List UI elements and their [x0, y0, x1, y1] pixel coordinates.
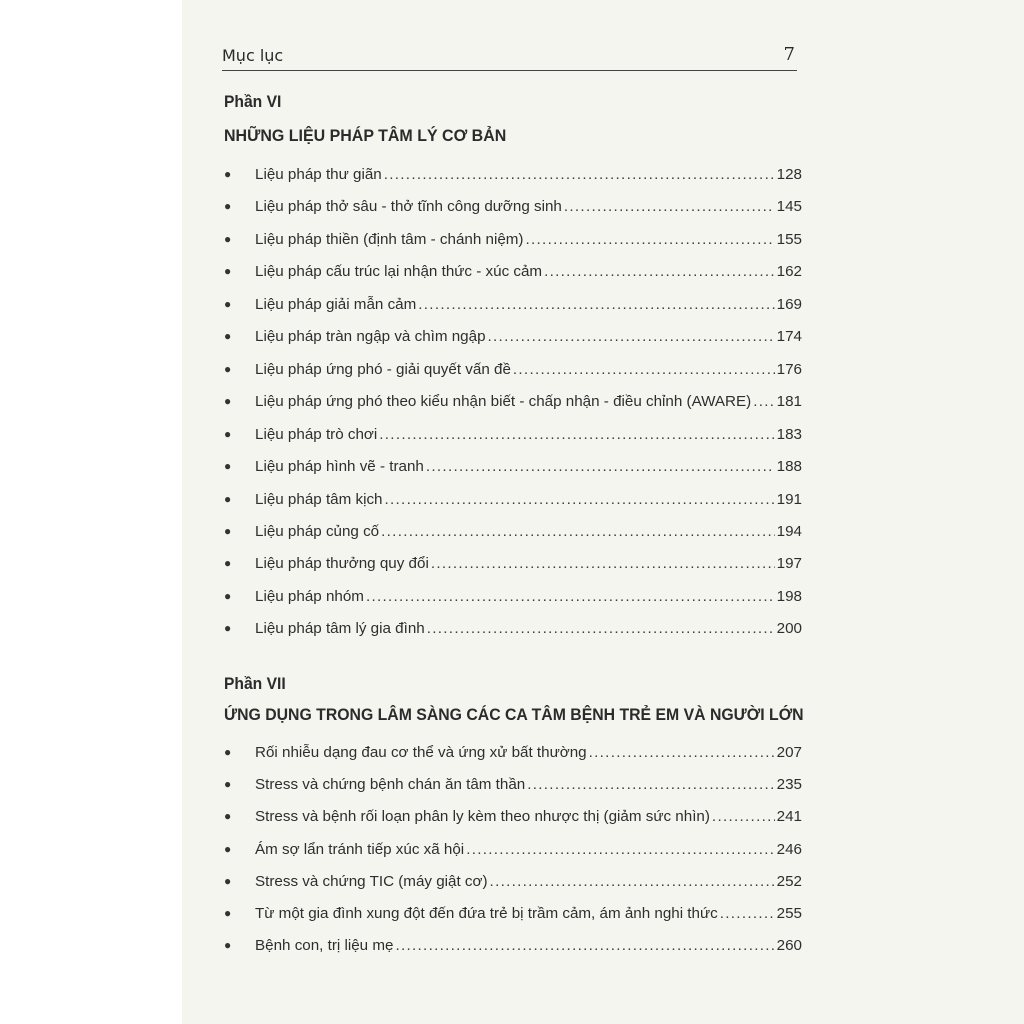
page-number: 7 [783, 44, 795, 65]
toc-entry [224, 361, 802, 383]
toc-entry-page: 188 [776, 458, 802, 475]
toc-entry-label: Liệu pháp cấu trúc lại nhận thức - xúc cảm [255, 263, 543, 280]
bullet-icon: ● [224, 938, 232, 952]
toc-entry [224, 198, 802, 220]
section-title-vii: ỨNG DỤNG TRONG LÂM SÀNG CÁC CA TÂM BỆNH TRẺ EM VÀ NGƯỜI LỚN [224, 705, 804, 724]
toc-entry-label: Liệu pháp tâm lý gia đình [255, 620, 425, 637]
toc-entry-page: 191 [776, 491, 802, 508]
dot-leader [564, 198, 775, 215]
section-label-vi: Phần VI [224, 92, 282, 111]
toc-entry-page: 246 [776, 841, 802, 858]
toc-entry [224, 231, 802, 253]
dot-leader [753, 393, 774, 410]
bullet-icon: ● [224, 524, 232, 538]
dot-leader [385, 491, 775, 508]
bullet-icon: ● [224, 777, 232, 791]
toc-entry-label: Liệu pháp nhóm [255, 588, 364, 605]
toc-entry [224, 166, 802, 188]
toc-entry [224, 426, 802, 448]
dot-leader [712, 808, 775, 825]
toc-entry-label: Ám sợ lẩn tránh tiếp xúc xã hội [255, 841, 465, 858]
toc-entry [224, 937, 802, 959]
toc-entry-page: 194 [776, 523, 802, 540]
toc-entry [224, 841, 802, 863]
toc-entry-label: Liệu pháp tràn ngập và chìm ngập [255, 328, 486, 345]
toc-entry [224, 458, 802, 480]
dot-leader [427, 620, 775, 637]
dot-leader [513, 361, 775, 378]
dot-leader [384, 166, 775, 183]
toc-entry-page: 241 [776, 808, 802, 825]
dot-leader [525, 231, 774, 248]
toc-entry-label: Liệu pháp hình vẽ - tranh [255, 458, 424, 475]
bullet-icon: ● [224, 329, 232, 343]
bullet-icon: ● [224, 492, 232, 506]
bullet-icon: ● [224, 167, 232, 181]
dot-leader [381, 523, 775, 540]
toc-entry-label: Liệu pháp thiền (định tâm - chánh niệm) [255, 231, 524, 248]
toc-entry-page: 176 [776, 361, 802, 378]
toc-entry-label: Liệu pháp giải mẫn cảm [255, 296, 417, 313]
toc-entry-page: 200 [776, 620, 802, 637]
toc-entry-label: Liệu pháp thở sâu - thở tĩnh công dưỡng sinh [255, 198, 562, 215]
bullet-icon: ● [224, 427, 232, 441]
dot-leader [431, 555, 775, 572]
toc-entry [224, 873, 802, 895]
bullet-icon: ● [224, 745, 232, 759]
toc-entry-page: 128 [776, 166, 802, 183]
dot-leader [466, 841, 774, 858]
toc-entry-label: Liệu pháp thư giãn [255, 166, 382, 183]
toc-entry [224, 263, 802, 285]
toc-entry [224, 588, 802, 610]
dot-leader [426, 458, 775, 475]
bullet-icon: ● [224, 459, 232, 473]
toc-entry [224, 393, 802, 415]
bullet-icon: ● [224, 297, 232, 311]
bullet-icon: ● [224, 362, 232, 376]
dot-leader [544, 263, 775, 280]
toc-entry-label: Liệu pháp ứng phó - giải quyết vấn đề [255, 361, 511, 378]
page-header [222, 44, 797, 71]
toc-entry [224, 808, 802, 830]
toc-entry-page: 235 [776, 776, 802, 793]
bullet-icon: ● [224, 906, 232, 920]
bullet-icon: ● [224, 809, 232, 823]
toc-entry [224, 555, 802, 577]
toc-entry [224, 328, 802, 350]
toc-entry-label: Liệu pháp củng cố [255, 523, 380, 540]
toc-entry-page: 198 [776, 588, 802, 605]
toc-entry-page: 207 [776, 744, 802, 761]
toc-entry [224, 491, 802, 513]
toc-entry-page: 197 [776, 555, 802, 572]
bullet-icon: ● [224, 874, 232, 888]
toc-entry-label: Bệnh con, trị liệu mẹ [255, 937, 394, 954]
toc-entry-page: 162 [776, 263, 802, 280]
dot-leader [720, 905, 775, 922]
dot-leader [395, 937, 774, 954]
toc-entry-label: Liệu pháp trò chơi [255, 426, 378, 443]
toc-entry-page: 183 [776, 426, 802, 443]
dot-leader [488, 328, 775, 345]
toc-entry [224, 776, 802, 798]
toc-entry [224, 905, 802, 927]
toc-entry-page: 145 [776, 198, 802, 215]
bullet-icon: ● [224, 199, 232, 213]
bullet-icon: ● [224, 232, 232, 246]
section-label-vii: Phần VII [224, 674, 286, 693]
toc-entry-page: 174 [776, 328, 802, 345]
toc-entry-page: 181 [776, 393, 802, 410]
toc-entry-label: Stress và bệnh rối loạn phân ly kèm theo nhược thị (giảm sức nhìn) [255, 808, 710, 825]
toc-entry [224, 296, 802, 318]
toc-entry-page: 155 [776, 231, 802, 248]
toc-entry-page: 255 [776, 905, 802, 922]
toc-entry-label: Stress và chứng bệnh chán ăn tâm thần [255, 776, 526, 793]
toc-entry-label: Stress và chứng TIC (máy giật cơ) [255, 873, 488, 890]
bullet-icon: ● [224, 394, 232, 408]
dot-leader [527, 776, 774, 793]
bullet-icon: ● [224, 556, 232, 570]
toc-entry [224, 523, 802, 545]
dot-leader [490, 873, 775, 890]
toc-entry-page: 169 [776, 296, 802, 313]
toc-entry [224, 620, 802, 642]
dot-leader [366, 588, 775, 605]
bullet-icon: ● [224, 621, 232, 635]
bullet-icon: ● [224, 842, 232, 856]
toc-entry-label: Từ một gia đình xung đột đến đứa trẻ bị trầm cảm, ám ảnh nghi thức [255, 905, 718, 922]
dot-leader [418, 296, 774, 313]
bullet-icon: ● [224, 589, 232, 603]
dot-leader [379, 426, 774, 443]
toc-entry-label: Liệu pháp ứng phó theo kiểu nhận biết - chấp nhận - điều chỉnh (AWARE) [255, 393, 752, 410]
bullet-icon: ● [224, 264, 232, 278]
toc-entry-page: 260 [776, 937, 802, 954]
toc-entry-label: Rối nhiễu dạng đau cơ thể và ứng xử bất thường [255, 744, 587, 761]
header-title: Mục lục [222, 46, 284, 65]
toc-entry-label: Liệu pháp thưởng quy đổi [255, 555, 429, 572]
toc-entry-label: Liệu pháp tâm kịch [255, 491, 383, 508]
section-title-vi: NHỮNG LIỆU PHÁP TÂM LÝ CƠ BẢN [224, 126, 507, 145]
dot-leader [589, 744, 775, 761]
toc-entry-page: 252 [776, 873, 802, 890]
toc-entry [224, 744, 802, 766]
